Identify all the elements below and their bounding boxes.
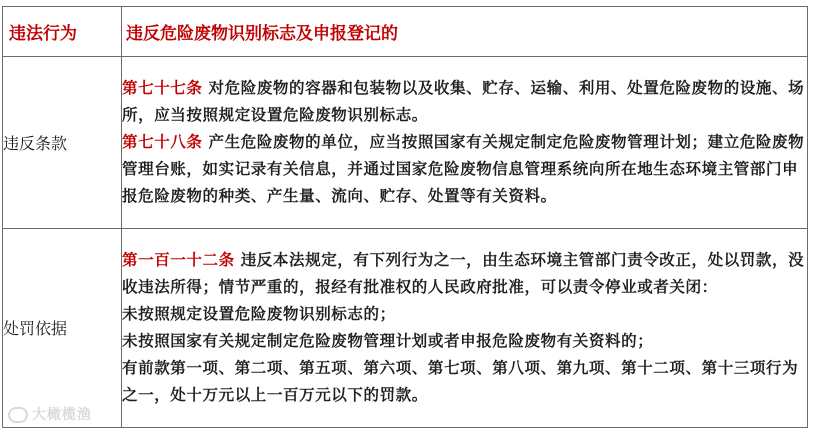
- article-78-number: 第七十八条: [122, 132, 203, 151]
- penalty-label-cell: [3, 228, 122, 427]
- watermark-logo-icon: [8, 407, 28, 423]
- penalty-row: [3, 228, 808, 427]
- article-112-number: 第一百一十二条: [122, 250, 235, 269]
- article-78-text: 产生危险废物的单位，应当按照国家有关规定制定危险废物管理计划；建立危险废物管理台账，如实记录有关信息，并通过国家危险废物信息管理系统向所在地生态环境主管部门申报危险废物的种类、产生量、流向、贮存、处置等有关资料。: [122, 132, 805, 205]
- penalty-label: 处罚依据: [3, 319, 68, 339]
- violation-content-cell: [122, 57, 808, 228]
- article-77: [122, 75, 807, 129]
- header-title-cell: [122, 7, 808, 57]
- penalty-content-cell: [122, 228, 808, 427]
- article-112: [122, 247, 807, 301]
- header-row: [3, 7, 808, 57]
- penalty-item-1: 未按照规定设置危险废物识别标志的；: [122, 304, 396, 323]
- article-77-text: 对危险废物的容器和包装物以及收集、贮存、运输、利用、处置危险废物的设施、场所，应当按照规定设置危险废物识别标志。: [122, 78, 805, 124]
- violation-label: 违反条款: [3, 133, 68, 153]
- header-label: 违法行为: [9, 24, 77, 45]
- penalty-item-2: 未按照国家有关规定制定危险废物管理计划或者申报危险废物有关资料的；: [122, 331, 654, 350]
- watermark: [8, 404, 92, 424]
- article-112-text: 违反本法规定，有下列行为之一，由生态环境主管部门责令改正，处以罚款，没收违法所得；情节严重的，报经有批准权的人民政府批准，可以责令停业或者关闭：: [122, 250, 805, 296]
- violation-row: [3, 57, 808, 228]
- header-label-cell: [3, 7, 122, 57]
- penalty-item-3: 有前款第一项、第二项、第五项、第六项、第七项、第八项、第九项、第十二项、第十三项行为之一，处十万元以上一百万元以下的罚款。: [122, 358, 799, 404]
- regulation-table: [2, 6, 808, 428]
- watermark-text: 大橄榄渔: [32, 407, 92, 423]
- violation-label-cell: [3, 57, 122, 228]
- article-77-number: 第七十七条: [122, 78, 203, 97]
- article-78: [122, 129, 807, 210]
- header-title: 违反危险废物识别标志及申报登记的: [126, 24, 398, 45]
